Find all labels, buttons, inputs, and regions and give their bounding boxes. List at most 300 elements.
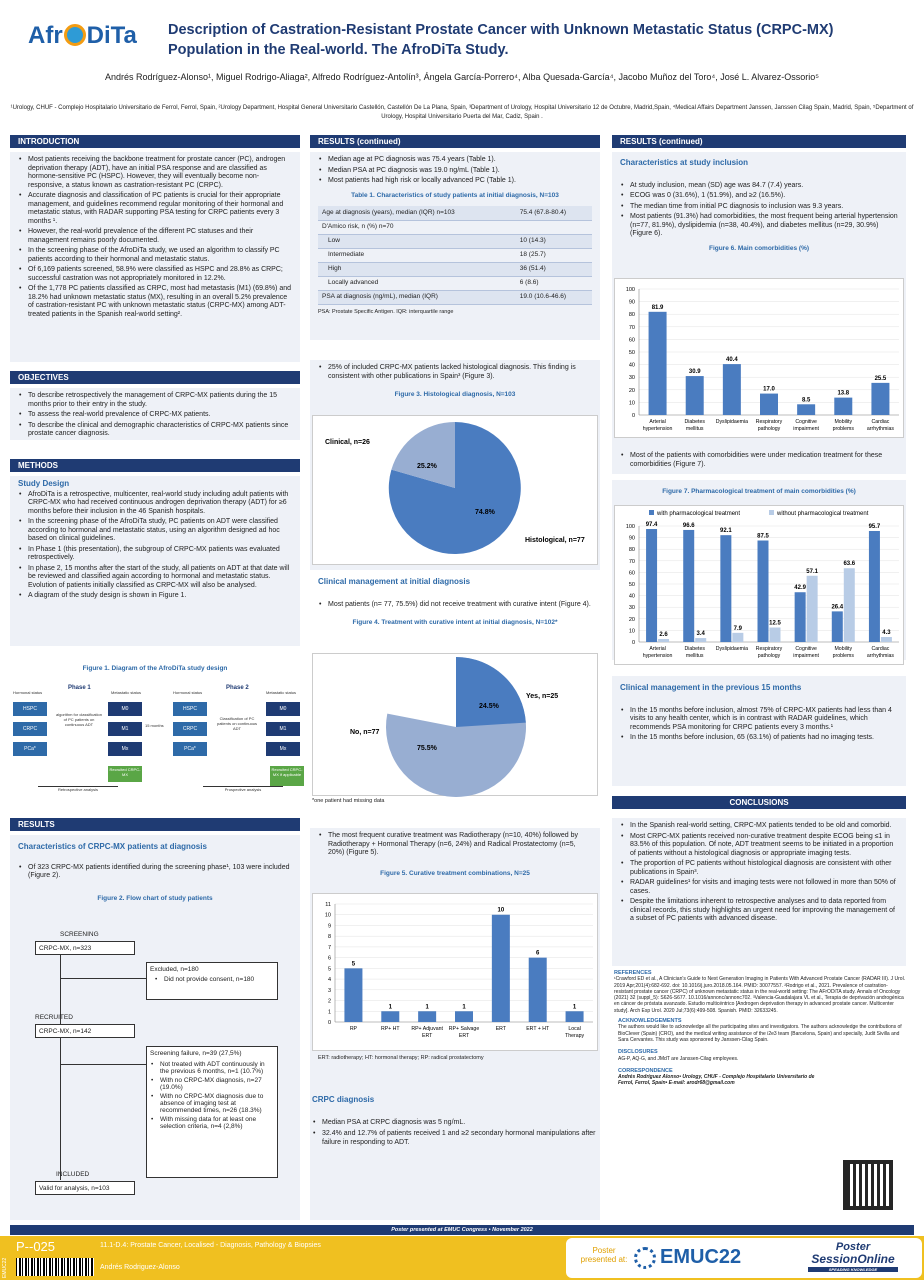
- table-cell: Locally advanced: [318, 276, 516, 290]
- fig4-caption: Figure 4. Treatment with curative intent at initial diagnosis, N=102*: [352, 619, 558, 626]
- x-tick-label: Arterial: [649, 646, 666, 652]
- x-tick-label: Cognitive: [795, 646, 817, 652]
- legend-swatch: [649, 510, 654, 515]
- table1-note: PSA: Prostate Specific Antigen. IQR: interquartile range: [318, 308, 454, 315]
- footer-side: EMUC22: [2, 1257, 8, 1278]
- y-tick-label: 0: [631, 640, 635, 646]
- x-tick-label: arrhythmias: [866, 653, 894, 659]
- bar: [797, 404, 815, 415]
- fig7-chart: [614, 505, 904, 665]
- fig7-svg: [615, 506, 905, 666]
- fig2-valid: Valid for analysis, n=103: [35, 1181, 135, 1195]
- fig1-hs-2: Hormonal status: [173, 690, 203, 695]
- fig4-slice-yes: [456, 657, 526, 727]
- resc2-item: • At study inclusion, mean (SD) age was 84.7 (7.4) years.: [620, 182, 898, 191]
- legend-label: with pharmacological treatment: [657, 511, 741, 517]
- intro-header: INTRODUCTION: [10, 135, 300, 148]
- fig5-note: ERT: radiotherapy; HT: hormonal therapy; RP: radical prostatectomy: [318, 1055, 484, 1061]
- fig1-mx-1: Mx: [108, 742, 142, 756]
- intro-item: • However, the real-world prevalence of the different PC statuses and their management remains poorly documented.: [18, 228, 292, 245]
- data-label: 2.6: [659, 631, 668, 638]
- conclusion-item: • Most CRPC-MX patients received non-curative treatment despite ECOG being ≤1 in 83.5% of this population. Of note, ADT treatment seems to be initiated in a proportion of patients without a histological diagnosis or appropriate imaging tests.: [620, 833, 898, 859]
- fig1-phase1-title: Phase 1: [68, 685, 91, 691]
- cm15-subtitle: Clinical management in the previous 15 months: [620, 683, 802, 692]
- footer-right-panel: [566, 1238, 922, 1278]
- x-tick-label: problems: [832, 653, 854, 659]
- results-subtitle: Characteristics of CRPC-MX patients at diagnosis: [18, 842, 207, 851]
- fig6-chart: [614, 278, 904, 438]
- x-tick-label: hypertension: [642, 653, 673, 659]
- refs-text: ¹Crawford ED et al., A Clinician's Guide to Next Generation Imaging in Patients With Advanced Prostate Cancer (RADAR III). J Urol. 2019 Apr;201(4):682-692. doi: 10.1016/j.juro.2018.05.164. PMID: 30077557. ²Rodrigo et al., 2021. Prevalence of castration-resistant prostate cancer (CRPC) of unknown metastatic status in the real-world setting: The AFrODiTA study. Annals of Oncology (2021) 32 (suppl_5): S626-S677. 10.1016/annonc/annonc702. ³Valencia-Guadalajara VL et al., Terapia de deprivación androgénica en cáncer de próstata avanzado. Estudio multicéntrico [Androgen deprivation therapy in advanced prostate cancer. Multicenter study]. Arch Esp Urol. 2020 Jul;73(6):499-508. Spanish. PMID: 32633245.: [614, 976, 906, 1014]
- resc2-subtitle: Characteristics at study inclusion: [620, 158, 749, 167]
- data-label: 10: [497, 907, 505, 914]
- bar: [869, 531, 880, 642]
- y-tick-label: 60: [628, 337, 635, 344]
- y-tick-label: 5: [327, 966, 331, 973]
- table-cell: 19.0 (10.6-46.6): [516, 290, 592, 304]
- bar: [732, 633, 743, 642]
- data-label: 96.6: [682, 522, 695, 529]
- fig2-included: INCLUDED: [56, 1171, 90, 1178]
- fig2-recruited: RECRUITED: [35, 1014, 73, 1021]
- results-cont-item: • Most patients had high risk or locally advanced PC (Table 1).: [318, 177, 592, 186]
- methods-item: • In the screening phase of the AfroDiTa study, PC patients on ADT were classified according to hormonal and metastatic status, using an algorithm designed ad hoc based on clinical guidelines.: [18, 518, 292, 544]
- x-tick-label: arrhythmias: [866, 426, 894, 432]
- objectives-panel: [10, 388, 300, 440]
- bar: [649, 312, 667, 415]
- data-label: 97.4: [645, 522, 658, 529]
- x-tick-label: mellitus: [685, 653, 704, 659]
- cm15-list: [620, 707, 898, 743]
- y-tick-label: 10: [628, 400, 635, 407]
- y-tick-label: 80: [628, 312, 635, 319]
- table-cell: 18 (25.7): [516, 248, 592, 262]
- table-cell: 10 (14.3): [516, 234, 592, 248]
- data-label: 81.9: [651, 304, 664, 311]
- y-tick-label: 20: [628, 616, 635, 623]
- logo-text-2: DiTa: [86, 22, 137, 49]
- footer-author: Andrés Rodriguez-Alonso: [100, 1264, 180, 1271]
- conclusion-item: • The proportion of PC patients without histological diagnosis are consistent with other publications in Spain³.: [620, 860, 898, 877]
- refs-block: [614, 970, 906, 1087]
- presented-bar: Poster presented at EMUC Congress • November 2022: [10, 1225, 914, 1235]
- y-tick-label: 90: [628, 535, 635, 542]
- y-tick-label: 50: [628, 582, 635, 588]
- data-label: 30.9: [688, 369, 701, 376]
- y-tick-label: 100: [625, 287, 635, 293]
- y-tick-label: 30: [628, 605, 635, 612]
- methods-subtitle: Study Design: [18, 479, 70, 488]
- x-tick-label: Respiratory: [755, 646, 783, 652]
- disc-text: AG-P, AQ-G, and JMdT are Janssen-Cilag employees.: [618, 1055, 739, 1062]
- histo-item: • 25% of included CRPC-MX patients lacked histological diagnosis. This finding is consistent with other publications in Spain³ (Figure 3).: [318, 364, 592, 381]
- x-tick-label: Dyslipidaemia: [715, 646, 749, 652]
- table-cell: 36 (51.4): [516, 262, 592, 276]
- x-tick-label: Cardiac: [871, 646, 890, 652]
- methods-header: METHODS: [10, 459, 300, 472]
- x-tick-label: ERT: [495, 1026, 506, 1032]
- footer-code: P--025: [16, 1239, 56, 1254]
- fig2-line-3: [60, 1038, 61, 1180]
- objective-item: • To assess the real-world prevalence of CRPC-MX patients.: [18, 411, 292, 420]
- fig1-prospective: Prospective analysis: [203, 786, 283, 792]
- resc2-item2: • Most of the patients with comorbidities were under medication treatment for these comorbidities (Figure 7).: [620, 452, 900, 469]
- intro-item: • Accurate diagnosis and classification of PC patients is crucial for their appropriate management, and guidelines recommend regular monitoring of their hormonal and metastatic status, with RADAR supporting PSA testing for CRPC patients every 3 months ¹.: [18, 192, 292, 226]
- data-label: 1: [425, 1004, 429, 1011]
- bar: [658, 639, 669, 642]
- x-tick-label: hypertension: [642, 426, 673, 432]
- fig4-label-yes: Yes, n=25: [526, 693, 559, 700]
- fig2-failure-item: • With no CRPC-MX diagnosis, n=27 (19.0%): [150, 1077, 274, 1091]
- data-label: 6: [536, 950, 540, 957]
- table-cell: Age at diagnosis (years), median (IQR) n=103: [318, 206, 516, 220]
- conclusions-header: CONCLUSIONS: [612, 796, 906, 809]
- x-tick-label: RP+ HT: [380, 1026, 400, 1032]
- resc2-list: [620, 182, 898, 239]
- radio-item: • The most frequent curative treatment was Radiotherapy (n=10, 40%) followed by Radiotherapy + Hormonal Therapy (n=6, 24%) and Radical Prostatectomy (n=5, 20%) (Figure 5).: [318, 832, 592, 858]
- fig1-m1-1: M1: [108, 722, 142, 736]
- fig1-pca-2: PCa*: [173, 742, 207, 756]
- y-tick-label: 7: [327, 944, 331, 951]
- fig4-note: *one patient had missing data: [312, 798, 385, 804]
- fig2-crpc-142: CRPC-MX, n=142: [35, 1024, 135, 1038]
- data-label: 26.4: [831, 604, 844, 611]
- fig1-pca-1: PCa*: [13, 742, 47, 756]
- bar: [529, 958, 547, 1022]
- methods-item: • In Phase 1 (this presentation), the subgroup of CRPC-MX patients was evaluated retrospectively.: [18, 546, 292, 563]
- cm15-item: • In the 15 months before inclusion, 65 (63.1%) of patients had no imaging tests.: [620, 734, 898, 743]
- x-tick-label: Mobility: [834, 646, 853, 652]
- barcode: [16, 1258, 94, 1276]
- intro-item: • Most patients receiving the backbone treatment for prostate cancer (PC), androgen deprivation therapy (ADT), have an initial PSA response and are classified as hormone-sensitive PC (HSPC). However, they will eventually become non-responsive, a status known as castration-resistant PC (CRPC).: [18, 156, 292, 190]
- intro-item: • Of 6,169 patients screened, 58.9% were classified as HSPC and 28.8% as CRPC; successful castration was not appropriately monitored in 12.2%.: [18, 266, 292, 283]
- x-tick-label: ERT + HT: [526, 1026, 550, 1032]
- objectives-header: OBJECTIVES: [10, 371, 300, 384]
- fig3-label-clinical: Clinical, n=26: [325, 439, 370, 446]
- data-label: 1: [462, 1004, 466, 1011]
- fig6-caption: Figure 6. Main comorbidities (%): [708, 244, 810, 252]
- x-tick-label: ERT: [458, 1033, 470, 1039]
- fig1-m0-1: M0: [108, 702, 142, 716]
- y-tick-label: 60: [628, 570, 635, 577]
- fig2-caption: Figure 2. Flow chart of study patients: [97, 894, 213, 902]
- y-tick-label: 0: [631, 413, 635, 419]
- bar: [381, 1011, 399, 1022]
- pso-logo: [788, 1242, 918, 1273]
- results-cont-item: • Median age at PC diagnosis was 75.4 years (Table 1).: [318, 156, 592, 165]
- x-tick-label: mellitus: [685, 426, 704, 432]
- corr-text: Andrés Rodríguez Alonso• Urology, CHUF - Complejo Hospitalario Universitario de Ferrol, Ferrol, Spain• E-mail: arodr68@gmail.com: [618, 1074, 815, 1087]
- fig1-ms-2: Metastatic status: [266, 690, 297, 695]
- y-tick-label: 10: [628, 628, 635, 635]
- fig2-crpc-323: CRPC-MX, n=323: [35, 941, 135, 955]
- objective-item: • To describe retrospectively the management of CRPC-MX patients during the 15 months prior to their entry in the study.: [18, 392, 292, 409]
- resc2-item: • The median time from initial PC diagnosis to inclusion was 9.3 years.: [620, 203, 898, 212]
- pso-line-2: SessionOnline: [811, 1252, 895, 1266]
- conclusion-item: • In the Spanish real-world setting, CRPC-MX patients tended to be old and comorbid.: [620, 822, 898, 831]
- data-label: 92.1: [720, 528, 732, 535]
- disc-title: DISCLOSURES: [618, 1049, 658, 1056]
- table-cell: [516, 220, 592, 234]
- table-cell: Intermediate: [318, 248, 516, 262]
- x-tick-label: Dyslipidaemia: [715, 419, 749, 425]
- fig1-mx-2: Mx: [266, 742, 300, 756]
- fig5-caption: Figure 5. Curative treatment combinations, N=25: [380, 869, 530, 877]
- bar: [492, 915, 510, 1022]
- table-row: [318, 290, 592, 304]
- data-label: 42.9: [794, 585, 806, 592]
- fig1-hspc-2: HSPC: [173, 702, 207, 716]
- results-header: RESULTS: [10, 818, 300, 831]
- pso-line-1: Poster: [835, 1241, 871, 1253]
- data-label: 95.7: [868, 523, 881, 530]
- bar: [795, 592, 806, 642]
- fig2-failure-box: [146, 1046, 278, 1178]
- methods-list: [18, 491, 292, 601]
- y-tick-label: 70: [628, 324, 635, 331]
- authors: Andrés Rodríguez-Alonso¹, Miguel Rodrigo-Aliaga², Alfredo Rodríguez-Antolín³, Ángela García-Porrero⁴, Alba Quesada-García⁴, Jacobo Muñoz del Toro⁴, José L. Alvarez-Ossorio⁵: [104, 72, 819, 82]
- table-cell: PSA at diagnosis (ng/mL), median (IQR): [318, 290, 516, 304]
- intro-list: [18, 156, 292, 319]
- x-tick-label: Cardiac: [871, 419, 890, 425]
- cm15-panel: [612, 676, 906, 786]
- x-tick-label: Therapy: [565, 1033, 585, 1039]
- y-tick-label: 9: [327, 923, 331, 930]
- bar: [418, 1011, 436, 1022]
- cmi-panel: [310, 570, 600, 650]
- y-tick-label: 80: [628, 547, 635, 554]
- data-label: 1: [572, 1004, 577, 1011]
- corr-title: CORRESPONDENCE: [618, 1067, 673, 1074]
- bar: [832, 611, 843, 642]
- data-label: 17.0: [763, 386, 775, 393]
- results-cont2-header: RESULTS (continued): [612, 135, 906, 148]
- y-tick-label: 3: [327, 987, 331, 994]
- y-tick-label: 40: [628, 362, 635, 369]
- conclusion-item: • Despite the limitations inherent to retrospective analyses and to data reported from clinical records, this study highlights an urgent need for improving the management of a subset of PC patients with advanced disease.: [620, 898, 898, 924]
- x-tick-label: Cognitive: [795, 419, 817, 425]
- fig2-screening: SCREENING: [60, 931, 99, 938]
- table-cell: 6 (8.6): [516, 276, 592, 290]
- y-tick-label: 0: [327, 1020, 331, 1026]
- footer-presented-at: Poster presented at:: [580, 1246, 628, 1264]
- qr-code[interactable]: [843, 1160, 893, 1210]
- data-label: 1: [388, 1004, 392, 1011]
- y-tick-label: 70: [628, 558, 635, 565]
- bar: [686, 376, 704, 415]
- methods-item: • AfroDiTa is a retrospective, multicenter, real-world study including adult patients with CRPC-MX who had received continuous androgen deprivation therapy (ADT) for ≥6 months before their inclusion in the 46 Spanish hospitals.: [18, 491, 292, 517]
- bar: [844, 568, 855, 642]
- fig4-pct-yes: 24.5%: [479, 703, 499, 710]
- fig2-line-2: [60, 978, 146, 979]
- fig4-label-no: No, n=77: [350, 729, 380, 736]
- y-tick-label: 4: [327, 977, 331, 984]
- fig1-hspc-1: HSPC: [13, 702, 47, 716]
- legend-swatch: [769, 510, 774, 515]
- bar: [566, 1011, 584, 1022]
- bar: [646, 529, 657, 642]
- x-tick-label: RP: [349, 1026, 358, 1032]
- y-tick-label: 2: [327, 998, 331, 1005]
- fig4-pct-no: 75.5%: [417, 745, 437, 752]
- bar: [871, 383, 889, 415]
- data-label: 13.8: [837, 390, 850, 397]
- bar: [455, 1011, 473, 1022]
- table-row: [318, 206, 592, 220]
- crpcdx-block: [312, 1095, 596, 1149]
- x-tick-label: RP+ Adjuvant: [411, 1026, 443, 1032]
- fig2-failure-list: [150, 1061, 274, 1130]
- x-tick-label: pathology: [757, 426, 781, 432]
- y-tick-label: 90: [628, 299, 635, 306]
- table1: [318, 206, 592, 305]
- ack-text: The authors would like to acknowledge all the participating sites and investigators. The authors acknowledge the contributions of BioClever (Spain) (CRO), and the medical writing assistance of the i2e3 team (Barcelona, Spain) and specially, Judit Sivilla and Sara Cervantes. This study was sponsored by Janssen-Cilag Spain.: [618, 1024, 902, 1043]
- logo-text-1: Afr: [28, 22, 63, 49]
- crpcdx-subtitle: CRPC diagnosis: [312, 1095, 375, 1104]
- table-row: [318, 220, 592, 234]
- y-tick-label: 1: [327, 1009, 331, 1016]
- data-label: 8.5: [801, 397, 811, 404]
- fig3-pct-clinical: 25.2%: [417, 463, 437, 470]
- bar: [834, 398, 852, 415]
- crpcdx-item: • Median PSA at CRPC diagnosis was 5 ng/mL.: [312, 1118, 596, 1127]
- fig4-chart: [312, 653, 598, 796]
- results-item: • Of 323 CRPC-MX patients identified during the screening phase¹, 103 were included (Figure 2).: [18, 864, 292, 881]
- x-tick-label: Diabetes: [684, 419, 705, 425]
- legend-label: without pharmacological treatment: [777, 511, 869, 517]
- logo-globe-icon: [64, 24, 86, 46]
- fig1-algo-1: algorithm for classification of PC patients on continuous ADT: [55, 712, 103, 727]
- emuc-logo-icon: [634, 1247, 656, 1269]
- fig1-crpc-2: CRPC: [173, 722, 207, 736]
- fig2-failure-item: • With missing data for at least one selection criteria, n=4 (2,8%): [150, 1116, 274, 1130]
- fig2-consent: • Did not provide consent, n=180: [154, 976, 274, 983]
- resc2-item: • ECOG was 0 (31.6%), 1 (51.9%), and ≥2 (16.5%).: [620, 192, 898, 201]
- table-row: [318, 262, 592, 276]
- conclusions-panel: [612, 818, 906, 966]
- results-cont-header: RESULTS (continued): [310, 135, 600, 148]
- fig1-retrospective: Retrospective analysis: [38, 786, 118, 792]
- fig2-excluded: Excluded, n=180: [150, 966, 199, 973]
- methods-panel: [10, 476, 300, 646]
- pso-line-3: SPEADING KNOWLEDGE: [808, 1267, 898, 1272]
- fig3-pct-histological: 74.8%: [475, 509, 495, 516]
- results-cont-item: • Median PSA at PC diagnosis was 19.0 ng/mL (Table 1).: [318, 167, 592, 176]
- x-tick-label: Arterial: [649, 419, 666, 425]
- fig1-m0-2: M0: [266, 702, 300, 716]
- bar: [723, 364, 741, 415]
- intro-item: • Of the 1,778 PC patients classified as CRPC, most had metastasis (M1) (69.8%) and 18.2% had unknown metastatic status (MX), resulting in an overall 5.2% prevalence of castration-resistant PC with unknown metastatic status (CRPC-MX) among ADT-treated patients in the Spanish real-world setting².: [18, 285, 292, 319]
- x-tick-label: impairment: [793, 653, 819, 659]
- data-label: 4.3: [882, 630, 891, 637]
- fig3-label-histological: Histological, n=77: [525, 537, 585, 544]
- refs-title: REFERENCES: [614, 970, 652, 976]
- table-row: [318, 234, 592, 248]
- methods-item: • A diagram of the study design is shown in Figure 1.: [18, 592, 292, 601]
- fig1-m1-2: M1: [266, 722, 300, 736]
- x-tick-label: ERT: [422, 1033, 433, 1039]
- objectives-list: [18, 392, 292, 439]
- data-label: 40.4: [726, 357, 738, 364]
- resc2-item: • Most patients (91.3%) had comorbidities, the most frequent being arterial hypertension (n=77, 81.9%), dyslipidemia (n=38, 40.4%), and diabetes mellitus (n=29, 30.9%) (Figure 6).: [620, 213, 898, 239]
- bar: [683, 530, 694, 642]
- data-label: 7.9: [733, 625, 743, 632]
- bar: [807, 576, 818, 642]
- fig2-line-4: [60, 1064, 146, 1065]
- y-tick-label: 40: [628, 593, 635, 600]
- page-title: Description of Castration-Resistant Prostate Cancer with Unknown Metastatic Status (CRPC-MX) Population in the Real-world. The AfroDiTa Study.: [168, 22, 834, 58]
- conclusion-item: • RADAR guidelines¹ for visits and imaging tests were not followed in more than 50% of cases.: [620, 879, 898, 896]
- fig2-flowchart: [30, 928, 290, 1218]
- x-tick-label: Local: [568, 1026, 581, 1032]
- ack-title: ACKNOWLEDGEMENTS: [618, 1018, 682, 1025]
- y-tick-label: 8: [327, 934, 331, 941]
- table-cell: D'Amico risk, n (%) n=70: [318, 220, 516, 234]
- y-tick-label: 30: [628, 375, 635, 382]
- fig6-svg: [615, 279, 905, 439]
- logo: [28, 22, 148, 52]
- crpcdx-item: • 32.4% and 12.7% of patients received 1 and ≥2 secondary hormonal manipulations after failure in responding to ADT.: [312, 1129, 596, 1147]
- x-tick-label: Mobility: [834, 419, 853, 425]
- fig2-failure-item: • With no CRPC-MX diagnosis due to absence of imaging test at recommended times, n=26 (18.3%): [150, 1093, 274, 1114]
- emuc-logo: EMUC22: [660, 1246, 742, 1268]
- data-label: 87.5: [757, 533, 769, 540]
- y-tick-label: 100: [625, 524, 635, 530]
- y-tick-label: 10: [324, 912, 331, 919]
- fig2-failure: Screening failure, n=39 (27,5%): [150, 1050, 242, 1057]
- cmi-subtitle: Clinical management at initial diagnosis: [318, 577, 471, 586]
- fig3-pie: [313, 416, 599, 566]
- x-tick-label: impairment: [793, 426, 819, 432]
- data-label: 63.6: [843, 561, 856, 568]
- data-label: 12.5: [769, 620, 781, 627]
- data-label: 25.5: [874, 375, 887, 382]
- fig1-ms-1: Metastatic status: [111, 690, 142, 695]
- fig1-recruited-1: Recruited CRPC-MX: [108, 766, 142, 782]
- intro-panel: [10, 152, 300, 362]
- x-tick-label: problems: [832, 426, 854, 432]
- fig1-recruited-2: Recruited CRPC-MX if applicable: [270, 766, 304, 786]
- bar: [720, 535, 731, 642]
- affiliations: ¹Urology, CHUF - Complejo Hospitalario Universitario de Ferrol, Ferrol, Spain, ²Urology Department, Hospital General Universitario Castellón, Castellón De La Plana, Spain, ³Department of Urology, Hospital Universitario 12 de Octubre, Madrid,Spain, ⁴Medical Affairs Department Janssen, Janssen Cilag Spain, Madrid, Spain, ⁵Department of Urology, Hospital Universitario Puerta del Mar, Cadiz, Spain .: [10, 105, 914, 120]
- y-tick-label: 50: [628, 350, 635, 356]
- table-row: [318, 276, 592, 290]
- bar: [695, 638, 706, 642]
- fig1-months: 15 months: [145, 723, 164, 728]
- table-cell: Low: [318, 234, 516, 248]
- resc2-item2-block: [620, 452, 900, 471]
- cmi-item: • Most patients (n= 77, 75.5%) did not receive treatment with curative intent (Figure 4).: [318, 601, 592, 610]
- footer-topic: 11.1-D.4: Prostate Cancer, Localised - Diagnosis, Pathology & Biopsies: [100, 1242, 321, 1249]
- methods-item: • In phase 2, 15 months after the start of the study, all patients on ADT at that date will be reviewed and classified again according to hormonal and metastatic status. Evolution of patients initially classified as CRPC-MX will also be analysed.: [18, 565, 292, 591]
- table-cell: 75.4 (67.8-80.4): [516, 206, 592, 220]
- conclusions-list: [620, 822, 898, 924]
- fig1-caption: Figure 1. Diagram of the AfroDiTa study design: [82, 665, 228, 672]
- bar: [881, 637, 892, 642]
- x-tick-label: RP+ Salvage: [448, 1026, 480, 1032]
- footer-bar: [0, 1236, 924, 1280]
- intro-item: • In the screening phase of the AfroDiTa study, we used an algorithm to classify PC patients according to their hormonal and metastatic status.: [18, 247, 292, 264]
- data-label: 57.1: [806, 568, 818, 575]
- data-label: 3.4: [696, 631, 705, 638]
- fig5-chart: [312, 893, 598, 1051]
- fig2-failure-item: • Not treated with ADT continuously in the previous 6 months, n=1 (10.7%): [150, 1061, 274, 1075]
- cm15-item: • In the 15 months before inclusion, almost 75% of CRPC-MX patients had less than 4 visits to any health center, which is in contrast with RADAR guidelines, which recommends PSA monitoring for CRPC patients every 3 months.¹: [620, 707, 898, 733]
- results-cont-panel: [310, 152, 600, 340]
- y-tick-label: 6: [327, 955, 331, 962]
- bar: [758, 541, 769, 643]
- data-label: 5: [351, 961, 356, 968]
